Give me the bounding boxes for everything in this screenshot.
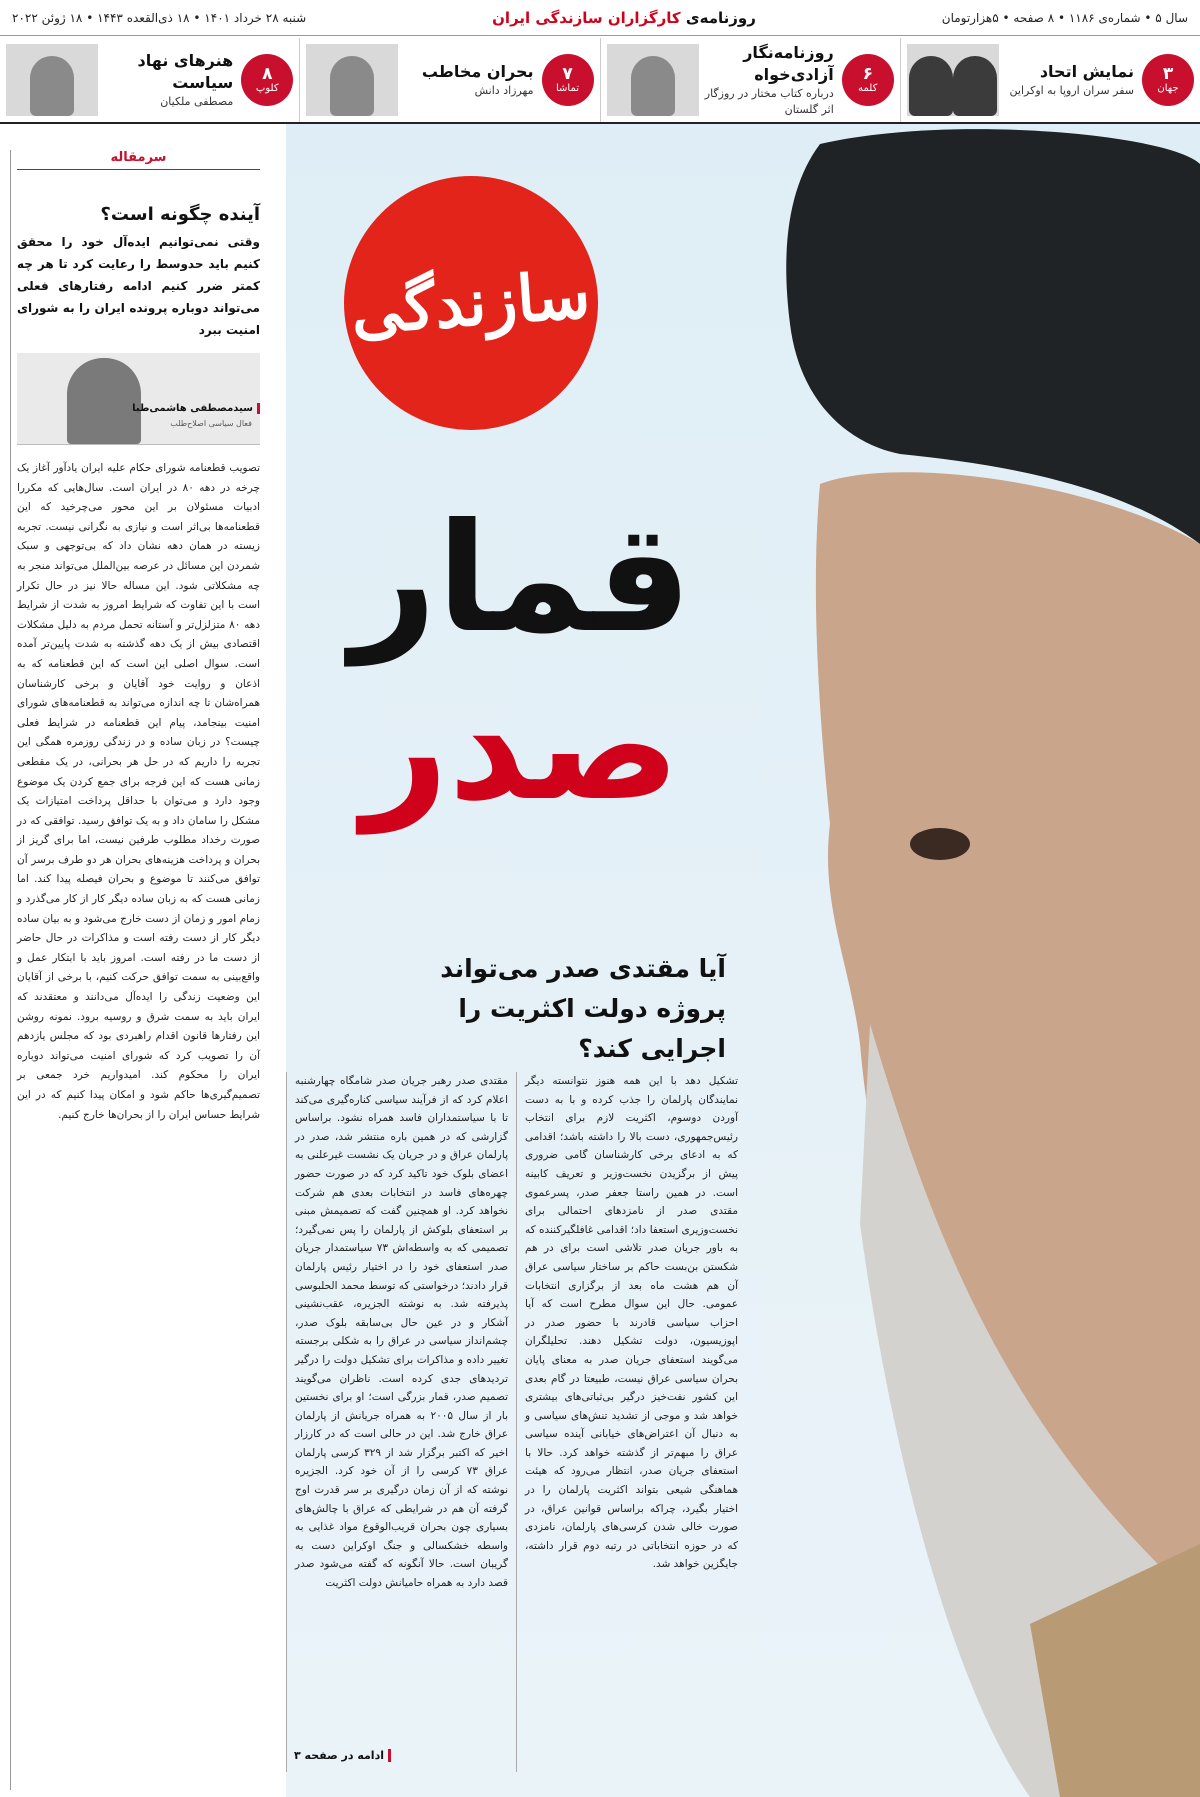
section-name: جهان — [1157, 83, 1179, 94]
section-name: کلوپ — [255, 83, 279, 94]
teaser-subtitle: درباره کتاب مختار در روزگار اثر گلستان — [704, 87, 834, 116]
author-role: فعال سیاسی اصلاح‌طلب — [170, 419, 252, 428]
teaser-photo — [607, 44, 699, 116]
page-number: ۶ — [862, 64, 873, 84]
teaser-photo — [306, 44, 398, 116]
teaser-title: روزنامه‌نگار آزادی‌خواه — [743, 43, 834, 84]
person-silhouette — [953, 56, 997, 116]
page-number: ۸ — [262, 64, 273, 84]
teaser-subtitle: مصطفی ملکیان — [160, 95, 234, 108]
issue-date: شنبه ۲۸ خرداد ۱۴۰۱ • ۱۸ ذی‌القعده ۱۴۴۳ • ۱۸ ژوئن ۲۰۲۲ — [12, 10, 307, 25]
paper-name-prefix: روزنامه‌ی — [685, 8, 756, 27]
teaser-title: بحران مخاطب — [421, 62, 534, 81]
person-silhouette — [909, 56, 953, 116]
teaser-photo — [907, 44, 999, 116]
teaser-text — [1005, 61, 1134, 99]
lead-story — [286, 1072, 746, 1772]
top-bar — [0, 0, 1200, 36]
teaser-item[interactable] — [600, 38, 900, 122]
teaser-subtitle: سفر سران اروپا به اوکراین — [1009, 84, 1134, 97]
teaser-text — [104, 50, 233, 110]
teaser-photo — [6, 44, 98, 116]
teaser-strip — [0, 38, 1200, 124]
teaser-item[interactable] — [299, 38, 599, 122]
page-badge — [542, 54, 594, 106]
section-name: کلمه — [858, 83, 878, 94]
author-name: سیدمصطفی هاشمی‌طبا — [132, 403, 260, 414]
person-silhouette — [631, 56, 675, 116]
person-silhouette — [30, 56, 74, 116]
author-photo — [67, 358, 141, 444]
editorial-title[interactable]: آینده چگونه است؟ — [100, 204, 260, 225]
editorial-column — [10, 150, 260, 1790]
logo-text: سازندگی — [349, 257, 593, 349]
subheadline: آیا مقتدی صدر می‌تواند پروژه دولت اکثریت را اجرایی کند؟ — [440, 954, 726, 1063]
paper-name — [492, 9, 756, 27]
section-name: تماشا — [555, 83, 580, 94]
page-badge — [1142, 54, 1194, 106]
issue-info: سال ۵ • شماره‌ی ۱۱۸۶ • ۸ صفحه • ۵هزارتومان — [941, 10, 1188, 25]
paper-name-rest: کارگزاران سازندگی ایران — [492, 8, 681, 27]
teaser-subtitle: مهرزاد دانش — [474, 84, 534, 97]
teaser-text — [705, 42, 834, 118]
cleric-portrait — [700, 124, 1200, 1797]
person-silhouette — [330, 56, 374, 116]
story-column: تشکیل دهد با این همه هنوز نتوانسته دیگر نمایندگان پارلمان را جذب کرده و با به دست آوردن دوسوم، اکثریت لازم برای انتخاب رئیس‌جمهوری، دست بالا را داشته باشد؛ اقدامی که به ادعای برخی کارشناسان گامی ضروری پیش از برگزیدن نخست‌وزیر و تعریف کابینه است. در همین راستا جعفر صدر، پسرعموی مقتدی صدر از نامزدهای احتمالی برای نخست‌وزیری استعفا داد؛ اقدامی غافلگیرکننده که به باور جریان صدر تلاشی است برای در هم شکستن بن‌بست حاکم بر ساختار سیاسی عراق آن هم هشت ماه بعد از برگزاری انتخابات عمومی. حال این سوال مطرح است که آیا احزاب سیاسی قادرند با حضور صدر در اپوزیسیون، دولت تشکیل دهند. تحلیلگران می‌گویند استعفای جریان صدر به معنای پایان بحران سیاسی عراق نیست، طبیعتا در گام بعدی این کشور نفت‌خیز درگیر بی‌ثباتی‌های بیشتری خواهد شد و موجی از تشدید تنش‌های سیاسی و به دنبال آن اعتراض‌های خیابانی آینده سیاسی عراق را مبهم‌تر از گذشته خواهد کرد. حالا با استعفای جریان صدر، انتظار می‌رود که هیئت هماهنگی شیعی بتواند اکثریت پارلمان را در اختیار بگیرد، چراکه براساس قوانین عراق، در صورت خالی شدن کرسی‌های پارلمان، نامزدی که در حوزه انتخاباتی در رتبه دوم قرار داشته، جایگزین خواهد شد. — [516, 1072, 746, 1772]
editorial-lede: وقتی نمی‌توانیم ایده‌آل خود را محقق کنیم باید حدوسط را رعایت کرد تا هر چه کمتر ضرر کنیم ادامه رفتارهای فعلی می‌تواند دوباره پرونده ایران را به شورای امنیت ببرد — [17, 235, 260, 337]
main-headline[interactable] — [326, 492, 716, 834]
page-badge — [241, 54, 293, 106]
teaser-text — [404, 61, 533, 99]
author-box — [17, 353, 260, 445]
page-number: ۷ — [562, 64, 573, 84]
teaser-item[interactable] — [0, 38, 299, 122]
page-number: ۳ — [1162, 64, 1174, 84]
paper-logo — [344, 176, 598, 430]
story-column: مقتدی صدر رهبر جریان صدر شامگاه چهارشنبه اعلام کرد که از فرآیند سیاسی کناره‌گیری می‌کند تا با سیاستمداران فاسد همراه نشود. براساس گزارشی که در همین باره منتشر شد، صدر در پارلمان عراق و در جریان یک نشست غیرعلنی به اعضای بلوک خود تاکید کرد که در صورت حضور چهره‌های فاسد در انتخابات بعدی هم شرکت نخواهد کرد. او همچنین گفت که تصمیمش مبنی بر استعفای بلوکش از پارلمان را پس نمی‌گیرد؛ تصمیمی که به واسطه‌اش ۷۳ سیاستمدار جریان صدر استعفای خود را در اختیار رئیس پارلمان قرار دادند؛ درخواستی که توسط محمد الحلبوسی پذیرفته شد. به نوشته الجزیره، عقب‌نشینی آشکار و در عین حال بی‌سابقه بلوک صدر، چشم‌انداز سیاسی در عراق را به شکلی برجسته تغییر داده و مذاکرات برای تشکیل دولت را درگیر تردیدهای جدی کرده است. ناظران می‌گویند تصمیم صدر، قمار بزرگی است؛ او برای نخستین بار از سال ۲۰۰۵ به همراه جریانش از پارلمان عراق خارج شد. این در حالی است که در کارزار اخیر که اکتبر برگزار شد از ۳۲۹ کرسی پارلمان عراق ۷۳ کرسی را از آن خود کرد. الجزیره نوشته که از آن زمان درگیری بر سر قدرت اوج گرفته آن هم در شرایطی که عراق با چالش‌های بسیاری چون بحران قریب‌الوقوع مواد غذایی به واسطه خشکسالی و جنگ اوکراین دست به گریبان است. حالا آنگونه که گفته می‌شود صدر قصد دارد به همراه حامیانش دولت اکثریت — [286, 1072, 516, 1772]
teaser-item[interactable] — [900, 38, 1200, 122]
editorial-body: تصویب قطعنامه شورای حکام علیه ایران یادآور آغاز یک چرخه در دهه ۸۰ در ایران است. سال‌هایی که مکررا ادبیات مسئولان بر این محور می‌چرخید که این قطعنامه‌ها بی‌اثر است و نیازی به نگرانی نیست. تجربه زیسته در همان دهه نشان داد که بی‌توجهی و سبک شمردن این مسائل در عرصه بین‌الملل می‌تواند منجر به چه مشکلاتی شود. این مساله حالا نیز در حال تکرار است با این تفاوت که شرایط امروز به شدت از شرایط دهه ۸۰ متزلزل‌تر و آستانه تحمل مردم به دلیل مشکلات اقتصادی بیش از یک دهه گذشته به شدت پایین‌تر آمده است. سوال اصلی این است که این قطعنامه که به اذعان و روایت خود آقایان و برخی کارشناسان همراه‌شان تا چه اندازه می‌تواند به قطعنامه‌های شورای امنیت بینجامد، پیام این قطعنامه در شرایط فعلی چیست؟ در زبان ساده و در زندگی روزمره همگی این تجربه را داریم که در حل هر بحرانی، در یک مقطعی زمانی هست که این فرجه برای جمع کردن یک موضوع وجود دارد و می‌توان با حداقل پرداخت امتیازات یک مشکل را سامان داد و به یک توافق رسید. توافقی که در صورت رخداد مطلوب طرفین نیست، اما برای گریز از بحران و پرداخت هزینه‌های بحران هر دو طرف برسر آن توافق می‌کنند تا موضوع و بحران فیصله پیدا کند. اما زمانی هست که به زبان ساده دیگر کار از کار می‌گذرد و زمام امور و زمان از دست خارج می‌شود و به بیان ساده دیگر کار از دست رفته است و مذاکرات در حال حاضر از دست ما در رفته است. امروز باید با ابتکار عمل و واقع‌بینی به سمت توافق حرکت کنیم، با برخی از آقایان این وضعیت زندگی را ایده‌آل می‌دانند و معتقدند که ایران باید به سمت شرق و روسیه برود. نمونه روشن این رفتارها قانون اقدام راهبردی بود که مجلس یازدهم آن را تصویب کرد که شورای امنیت می‌تواند دوباره ایران را محکوم کند. امیدواریم خرد جمعی بر تصمیم‌گیری‌ها حاکم شود و امکان پیدا کنیم که در این شرایط حساس ایران را از بحران‌ها خارج کنیم. — [17, 462, 260, 1121]
teaser-title: هنرهای نهاد سیاست — [137, 51, 234, 92]
page-badge — [842, 54, 894, 106]
section-label: سرمقاله — [17, 150, 260, 170]
teaser-title: نمایش اتحاد — [1039, 62, 1134, 81]
continued-link[interactable]: ادامه در صفحه ۳ — [294, 1749, 391, 1762]
hero-section — [286, 124, 1200, 1797]
headline-line-1: قمار — [350, 492, 692, 666]
headline-line-2: صدر — [362, 660, 680, 834]
